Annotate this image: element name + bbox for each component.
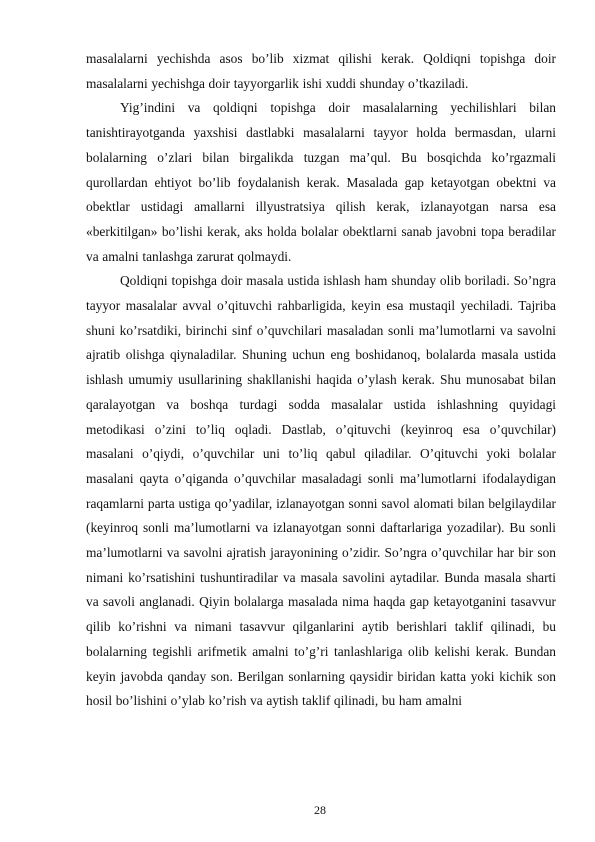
paragraph: Yig’indini va qoldiqni topishga doir masalalarning yechilishlari bilan tanishtirayotganda yaxshisi dastlabki masalalarni tayyor holda bermasdan, ularni bolalarning o’zlari bilan birgalikda tuzgan ma’qul. Bu bosqichda ko’rgazmali qurollardan ehtiyot bo’lib foydalanish kerak. Masalada gap ketayotgan obektni va obektlar ustidagi amallarni illyustratsiya qilish kerak, izlanayotgan narsa esa «berkitilgan» bo’lishi kerak, aks holda bolalar obektlarni sanab javobni topa beradilar va amalni tanlashga zarurat qolmaydi. xyxy=(86,100,556,264)
body-text xyxy=(86,47,556,714)
paragraph: Qoldiqni topishga doir masala ustida ishlash ham shunday olib boriladi. So’ngra tayyor masalalar avval o’qituvchi rahbarligida, keyin esa mustaqil yechiladi. Tajriba shuni ko’rsatdiki, birinchi sinf o’quvchilari masaladan sonli ma’lumotlarni va savolni ajratib olishga qiynaladilar. Shuning uchun eng boshidanoq, bolalarda masala ustida ishlash umumiy usullarining shakllanishi haqida o’ylash kerak. Shu munosabat bilan qaralayotgan va boshqa turdagi sodda masalalar ustida ishlashning quyidagi metodikasi o’zini to’liq oqladi. Dastlab, o’qituvchi (keyinroq esa o’quvchilar) masalani o’qiydi, o’quvchilar uni to’liq qabul qiladilar. O’qituvchi yoki bolalar masalani qayta o’qiganda o’quvchilar masaladagi sonli ma’lumotlarni ifodalaydigan raqamlarni parta ustiga qo’yadilar, izlanayotgan sonni savol alomati bilan belgilaydilar (keyinroq sonli ma’lumotlarni va izlanayotgan sonni daftarlariga yozadilar). Bu sonli ma’lumotlarni va savolni ajratish jarayonining o’zidir. So’ngra o’quvchilar har bir son nimani ko’rsatishini tushuntiradilar va masala savolini aytadilar. Bunda masala sharti va savoli anglanadi. Qiyin bolalarga masalada nima haqda gap ketayotganini tasavvur qilib ko’rishni va nimani tasavvur qilganlarini aytib berishlari taklif qilinadi, bu bolalarning tegishli arifmetik amalni to’g’ri tanlashlariga olib kelishi kerak. Bundan keyin javobda qanday son. Berilgan sonlarning qaysidir biridan katta yoki kichik son hosil bo’lishini o’ylab ko’rish va aytish taklif qilinadi, bu ham amalni xyxy=(86,273,556,709)
page-number: 28 xyxy=(314,803,326,817)
paragraph-continuation: masalalarni yechishda asos bo’lib xizmat qilishi kerak. Qoldiqni topishga doir masalalarni yechishga doir tayyorgarlik ishi xuddi shunday o’tkaziladi. xyxy=(86,51,556,91)
